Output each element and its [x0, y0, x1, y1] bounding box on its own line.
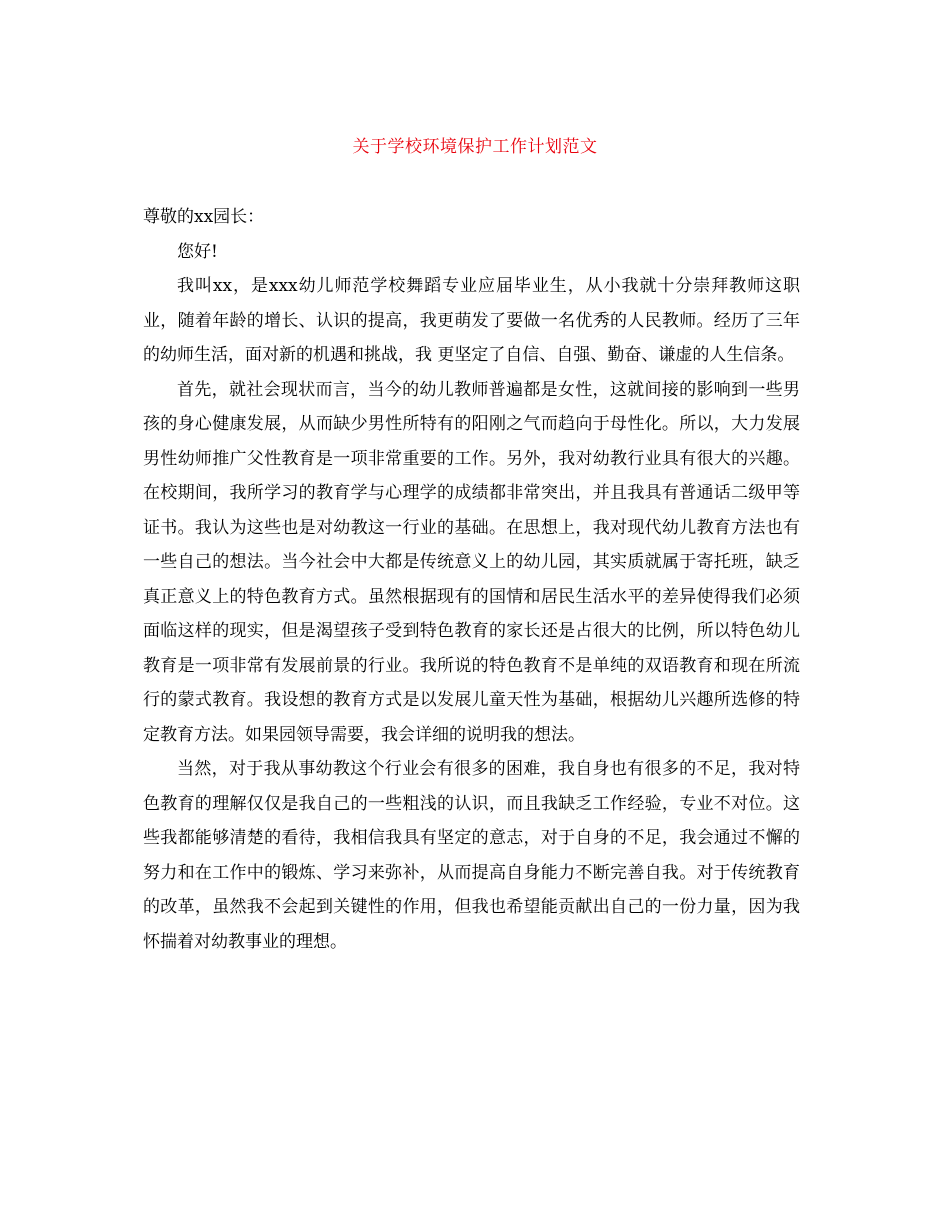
document-title: 关于学校环境保护工作计划范文: [352, 137, 598, 157]
body-paragraph-introduction: 我叫xx，是xxx幼儿师范学校舞蹈专业应届毕业生，从小我就十分崇拜教师这职业，随着年龄的增长、认识的提高，我更萌发了要做一名优秀的人民教师。经历了三年的幼师生活，面对新的机遇和挑战，我 更坚定了自信、自强、勤奋、谦虚的人生信条。: [143, 276, 800, 365]
greeting: 您好!: [177, 241, 218, 262]
body-paragraph-closing: 当然，对于我从事幼教这个行业会有很多的困难，我自身也有很多的不足，我对特色教育的理解仅仅是我自己的一些粗浅的认识，而且我缺乏工作经验，专业不对位。这些我都能够清楚的看待，我相信我具有坚定的意志，对于自身的不足，我会通过不懈的努力和在工作中的锻炼、学习来弥补，从而提高自身能力不断完善自我。对于传统教育的改革，虽然我不会起到关键性的作用，但我也希望能贡献出自己的一份力量，因为我怀揣着对幼教事业的理想。: [143, 759, 800, 952]
document-body: [143, 200, 800, 959]
body-paragraph-main: 首先，就社会现状而言，当今的幼儿教师普遍都是女性，这就间接的影响到一些男孩的身心健康发展，从而缺少男性所特有的阳刚之气而趋向于母性化。所以，大力发展男性幼师推广父性教育是一项非常重要的工作。另外，我对幼教行业具有很大的兴趣。在校期间，我所学习的教育学与心理学的成绩都非常突出，并且我具有普通话二级甲等证书。我认为这些也是对幼教这一行业的基础。在思想上，我对现代幼儿教育方法也有一些自己的想法。当今社会中大都是传统意义上的幼儿园，其实质就属于寄托班，缺乏真正意义上的特色教育方式。虽然根据现有的国情和居民生活水平的差异使得我们必须面临这样的现实，但是渴望孩子受到特色教育的家长还是占很大的比例，所以特色幼儿教育是一项非常有发展前景的行业。我所说的特色教育不是单纯的双语教育和现在所流行的蒙式教育。我设想的教育方式是以发展儿童天性为基础，根据幼儿兴趣所选修的特定教育方法。如果园领导需要，我会详细的说明我的想法。: [143, 379, 800, 745]
salutation: 尊敬的xx园长：: [143, 207, 265, 227]
